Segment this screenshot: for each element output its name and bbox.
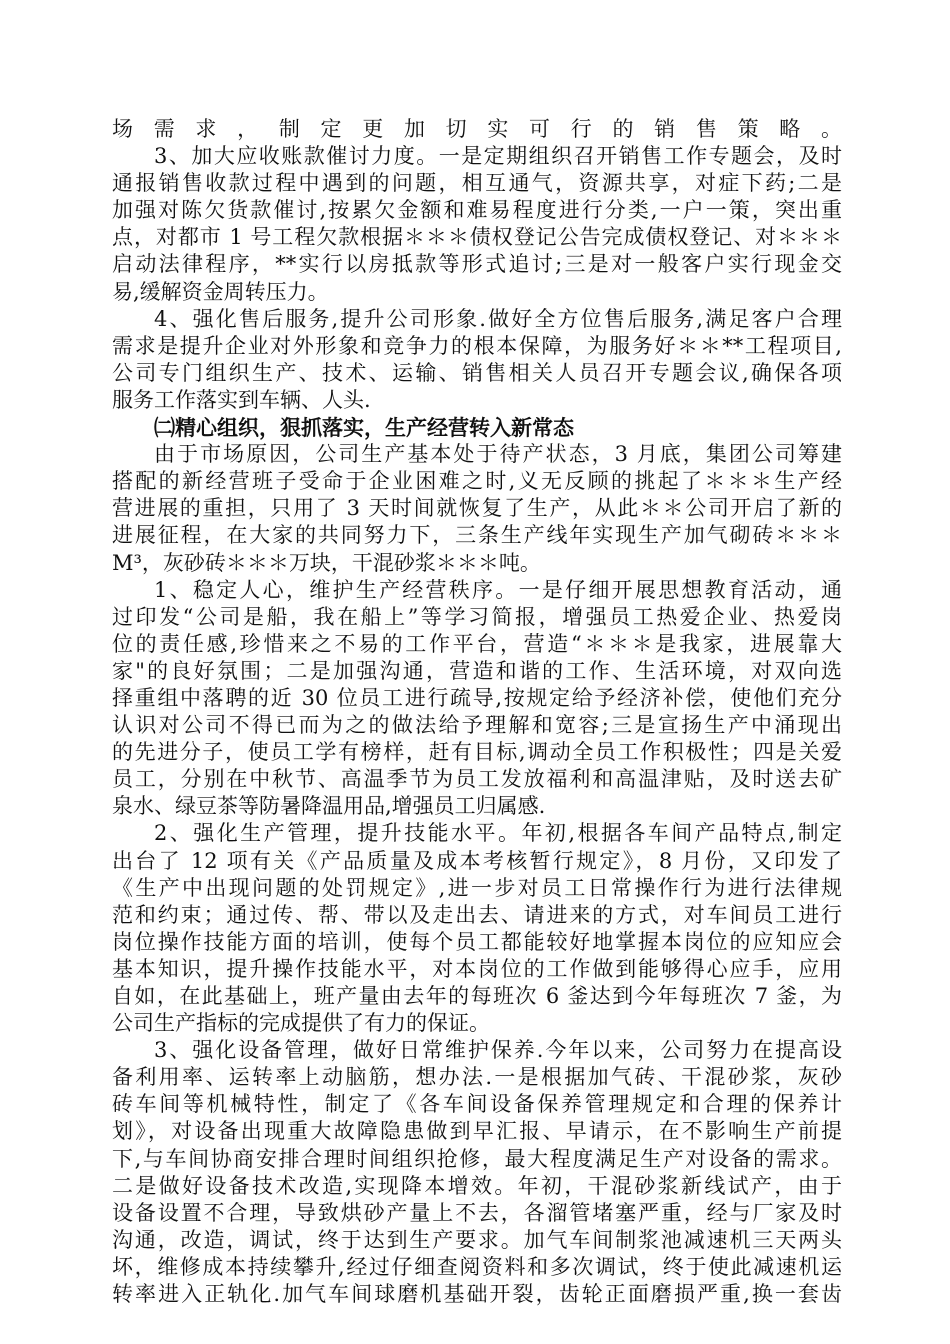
text-line: 服务工作落实到车辆、人头. — [112, 387, 371, 412]
text-line: 出台了 12 项有关《产品质量及成本考核暂行规定》，8 月份，又印发了 — [112, 848, 842, 873]
text-line: 员工，分别在中秋节、高温季节为员工发放福利和高温津贴，及时送去矿 — [112, 767, 842, 792]
text-line: 的先进分子，使员工学有榜样，赶有目标,调动全员工作积极性；四是关爱 — [112, 740, 842, 765]
text-line: 点，对都市 1 号工程欠款根据＊＊＊债权登记公告完成债权登记、对＊＊＊ — [112, 225, 842, 250]
text-line: 岗位操作技能方面的培训，使每个员工都能较好地掌握本岗位的应知应会 — [112, 929, 842, 954]
text-line: 搭配的新经营班子受命于企业困难之时,义无反顾的挑起了＊＊＊生产经 — [112, 469, 842, 494]
text-line: 通报销售收款过程中遇到的问题，相互通气，资源共享，对症下药;二是 — [112, 171, 842, 196]
paragraph-start-line: 4、强化售后服务,提升公司形象.做好全方位售后服务,满足客户合理 — [154, 306, 842, 331]
text-line: 二是做好设备技术改造,实现降本增效。年初，干混砂浆新线试产，由于 — [112, 1173, 842, 1198]
text-line: 坏，维修成本持续攀升,经过仔细查阅资料和多次调试，终于使此减速机运 — [112, 1254, 842, 1279]
text-line: 范和约束；通过传、帮、带以及走出去、请进来的方式，对车间员工进行 — [112, 902, 842, 927]
text-line: 泉水、绿豆茶等防暑降温用品,增强员工归属感. — [112, 794, 546, 819]
text-line: 营进展的重担，只用了 3 天时间就恢复了生产，从此＊＊公司开启了新的 — [112, 496, 842, 521]
text-line: 转率进入正轨化.加气车间球磨机基础开裂，齿轮正面磨损严重,换一套齿 — [112, 1282, 842, 1307]
text-line: 家"的良好氛围；二是加强沟通，营造和谐的工作、生活环境，对双向选 — [112, 658, 842, 683]
paragraph-start-line: 由于市场原因，公司生产基本处于待产状态，3 月底，集团公司筹建 — [154, 442, 842, 467]
text-line: 公司专门组织生产、技术、运输、销售相关人员召开专题会议,确保各项 — [112, 360, 842, 385]
text-line: 位的责任感,珍惜来之不易的工作平台，营造“＊＊＊是我家，进展靠大 — [112, 631, 842, 656]
text-line: 择重组中落聘的近 30 位员工进行疏导,按规定给予经济补偿，使他们充分 — [112, 685, 842, 710]
text-line: M³，灰砂砖＊＊＊万块，干混砂浆＊＊＊吨。 — [112, 550, 541, 575]
document-body — [112, 116, 842, 1308]
text-line: 砖车间等机械特性，制定了《各车间设备保养管理规定和合理的保养计 — [112, 1092, 842, 1117]
text-line: 加强对陈欠货款催讨,按累欠金额和难易程度进行分类,一户一策，突出重 — [112, 198, 842, 223]
text-line: 过印发“公司是船，我在船上”等学习简报，增强员工热爱企业、热爱岗 — [112, 604, 842, 629]
text-line: 需求是提升企业对外形象和竞争力的根本保障，为服务好＊＊**工程项目, — [112, 333, 842, 358]
text-line: 《生产中出现问题的处罚规定》,进一步对员工日常操作行为进行法律规 — [112, 875, 842, 900]
text-line: 公司生产指标的完成提供了有力的保证。 — [112, 1011, 490, 1036]
text-line: 场需求，制定更加切实可行的销售策略。 — [112, 117, 842, 141]
text-line: 沟通，改造，调试，终于达到生产要求。加气车间制浆池减速机三天两头 — [112, 1227, 842, 1252]
paragraph-start-line: 1、稳定人心，维护生产经营秩序。一是仔细开展思想教育活动，通 — [154, 577, 842, 602]
text-line: 认识对公司不得已而为之的做法给予理解和宽容;三是宣扬生产中涌现出 — [112, 713, 842, 738]
text-line: 下,与车间协商安排合理时间组织抢修，最大程度满足生产对设备的需求。 — [112, 1146, 842, 1171]
paragraph-start-line: 3、加大应收账款催讨力度。一是定期组织召开销售工作专题会，及时 — [154, 144, 842, 169]
text-line: 划》，对设备出现重大故障隐患做到早汇报、早请示，在不影响生产前提 — [112, 1119, 842, 1144]
section-heading: ㈡精心组织，狠抓落实，生产经营转入新常态 — [154, 415, 574, 441]
text-line: 基本知识，提升操作技能水平，对本岗位的工作做到能够得心应手，应用 — [112, 956, 842, 981]
text-line: 设备设置不合理，导致烘砂产量上不去，各溜管堵塞严重，经与厂家及时 — [112, 1200, 842, 1225]
paragraph-start-line: 2、强化生产管理，提升技能水平。年初,根据各车间产品特点,制定 — [154, 821, 842, 846]
text-line: 易,缓解资金周转压力。 — [112, 279, 329, 304]
text-line: 备利用率、运转率上动脑筋，想办法.一是根据加气砖、干混砂浆，灰砂 — [112, 1065, 842, 1090]
text-line: 进展征程，在大家的共同努力下，三条生产线年实现生产加气砌砖＊＊＊ — [112, 523, 842, 548]
text-line: 自如，在此基础上，班产量由去年的每班次 6 釜达到今年每班次 7 釜，为 — [112, 984, 842, 1008]
paragraph-start-line: 3、强化设备管理，做好日常维护保养.今年以来，公司努力在提高设 — [154, 1038, 842, 1063]
text-line: 启动法律程序，**实行以房抵款等形式追讨;三是对一般客户实行现金交 — [112, 252, 842, 277]
